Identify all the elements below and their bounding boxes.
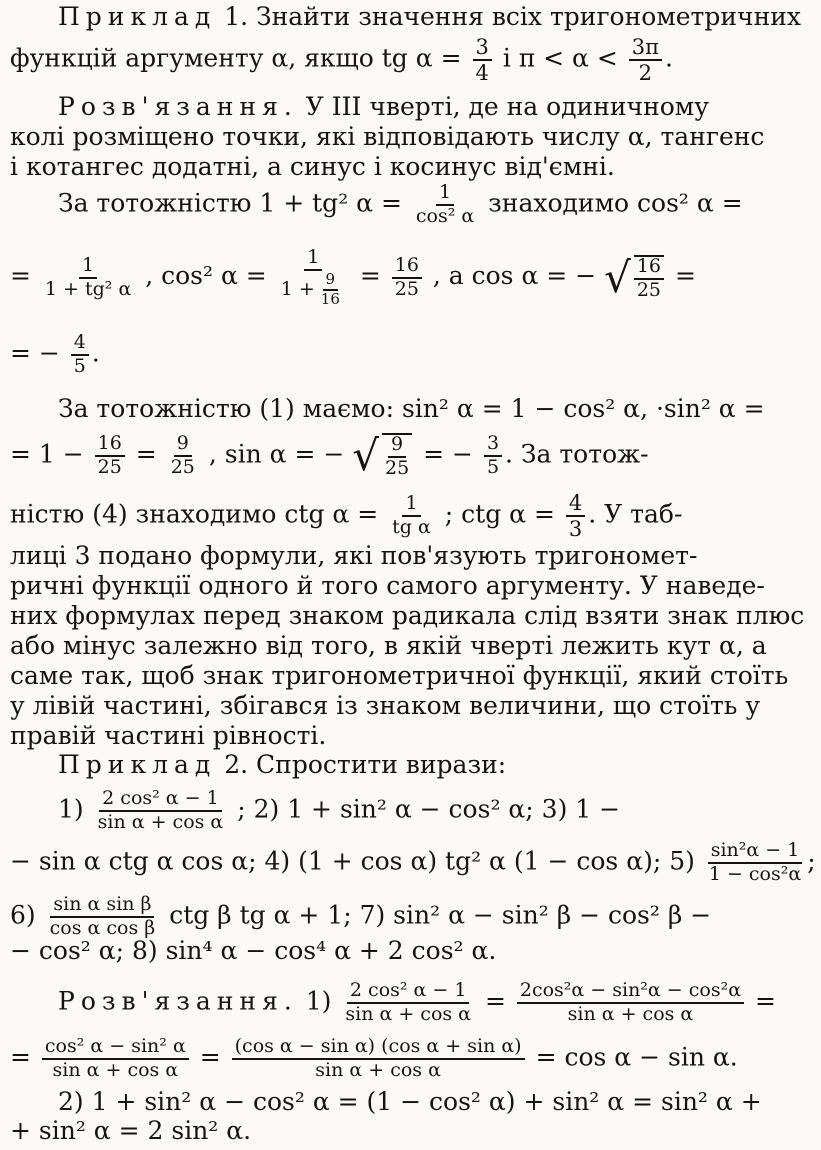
equals-sign: = [135, 439, 157, 469]
paragraph-line: ричні функції одного й того самого аргументу. У наведе- [10, 571, 765, 600]
paragraph-line: у лівій частині, збігався із знаком величини, що стоїть у [10, 691, 761, 720]
example-2-text: 2. Спростити вирази: [216, 750, 507, 779]
item-number: 1) [58, 794, 84, 824]
fraction-3-5: $\frac{3}{5}$ [484, 434, 502, 478]
cos-label: , a cos α = − [432, 261, 597, 291]
fraction-16-25-root: $\frac{16}{25}$ [634, 255, 664, 301]
sin-label: , sin α = − [208, 439, 345, 469]
example-2-line-1 [58, 752, 506, 777]
fraction-16-25: $\frac{16}{25}$ [95, 434, 125, 478]
example-1-line-2 [10, 36, 673, 84]
solution-2-line-3: 2) 1 + sin² α − cos² α = (1 − cos² α) + sin² α = sin² α + [58, 1087, 762, 1116]
find-cos-text: знаходимо cos² α = [488, 188, 743, 218]
equals-sign: = [754, 986, 776, 1016]
complex-fraction: 1 1 + $\frac{9}{16}$ [278, 248, 349, 307]
example-1-heading: Приклад [58, 2, 217, 31]
identity-text: За тотожністю 1 + tg² α = [58, 188, 402, 218]
fraction-sol-1: $\frac{\text{2 cos² α − 1}}{\text{sin α + cos α}}$ [345, 979, 472, 1025]
fraction-item-1: $\frac{\text{2 cos² α − 1}}{\text{sin α + cos α}}$ [97, 787, 224, 833]
example-1-range: і π < α < [502, 43, 618, 73]
cos-value-line [10, 248, 696, 307]
fraction-9-25-root: $\frac{9}{25}$ [382, 433, 412, 479]
items-text: ; 2) 1 + sin² α − cos² α; 3) 1 − [237, 794, 621, 824]
fraction-9-25: $\frac{9}{25}$ [170, 432, 195, 478]
solution-2-line-4: + sin² α = 2 sin² α. [10, 1116, 252, 1145]
period: . [664, 43, 673, 73]
semicolon: ; [807, 846, 816, 876]
example-2-items-line-4: − cos² α; 8) sin⁴ α − cos⁴ α + 2 cos² α. [10, 936, 497, 965]
square-root [604, 252, 667, 302]
equals-sign: = [10, 1042, 31, 1072]
fraction-4-3: $\frac{4}{3}$ [566, 492, 585, 540]
example-1-condition: функцій аргументу α, якщо tg α = [10, 43, 462, 73]
solution-1-text: У ІІІ чверті, де на одиничному [297, 92, 709, 121]
example-1-text: 1. Знайти значення всіх тригонометричних [216, 2, 802, 31]
fraction-3-4: $\frac{3}{4}$ [473, 36, 492, 84]
fraction-3pi-2: $\frac{3\pi}{2}$ [629, 36, 662, 84]
items-text: ctg β tg α + 1; 7) sin² α − sin² β − cos² β − [169, 900, 712, 930]
item-number: 6) [10, 900, 36, 930]
fraction-item-5: $\frac{\text{sin²α − 1}}{\text{1 − cos²α}}$ [708, 839, 802, 885]
radical-sign-icon: √ [352, 430, 379, 480]
fraction-4-5: $\frac{4}{5}$ [71, 333, 89, 377]
solution-1-line-1 [58, 94, 709, 119]
equals-sign: = [199, 1042, 221, 1072]
fraction-sol-3: $\frac{\text{cos² α − sin² α}}{\text{sin α + cos α}}$ [42, 1037, 189, 1081]
items-text: − sin α ctg α cos α; 4) (1 + cos α) tg² α (1 − cos α); 5) [10, 846, 695, 876]
paragraph-line: правій частині рівності. [10, 721, 327, 750]
result-text: = cos α − sin α. [535, 1042, 738, 1072]
sin-value-line [10, 430, 649, 480]
continuation-text: . У таб- [588, 499, 683, 529]
equals-sign: = [10, 261, 31, 291]
radical-sign-icon: √ [604, 252, 631, 302]
fraction-sol-2: $\frac{\text{2cos²α − sin²α − cos²α}}{\text{sin α + cos α}}$ [517, 981, 744, 1025]
sin-identity-line: За тотожністю (1) маємо: sin² α = 1 − cos² α, ·sin² α = [58, 394, 765, 423]
equals-sign: = [484, 986, 506, 1016]
complex-denominator: 1 + $\frac{9}{16}$ [278, 271, 349, 308]
one-minus: = 1 − [10, 439, 84, 469]
ctg-line [10, 492, 682, 540]
solution-2-line-2 [10, 1037, 738, 1081]
solution-2-heading: Розв'язання. [58, 986, 298, 1016]
equals-minus: = − [423, 439, 473, 469]
paragraph-line: лиці 3 подано формули, які пов'язують тригономет- [10, 541, 698, 570]
equals-sign: = [359, 261, 381, 291]
paragraph-line: саме так, щоб знак тригонометричної функції, який стоїть [10, 661, 789, 690]
fraction-16-25: $\frac{16}{25}$ [392, 256, 422, 300]
solution-1-heading: Розв'язання. [58, 92, 298, 121]
equals-minus: = − [10, 338, 60, 368]
cos-identity-line [58, 183, 743, 227]
example-2-items-line-3 [10, 895, 711, 939]
paragraph-line: них формулах перед знаком радикала слід взяти знак плюс [10, 601, 805, 630]
solution-2-line-1 [58, 981, 776, 1025]
square-root [352, 430, 415, 480]
solution-1-line-3: і котангес додатні, а синус і косинус від'ємні. [10, 152, 615, 181]
fraction-9-16: $\frac{9}{16}$ [320, 269, 340, 308]
equals-sign: = [674, 261, 696, 291]
fraction-1-over-cos2: $\frac{1}{\text{cos² α}}$ [415, 181, 475, 227]
example-2-items-line-1 [58, 789, 620, 833]
period: . [91, 338, 100, 368]
ctg-identity-text: ністю (4) знаходимо ctg α = [10, 499, 379, 529]
item-number: 1) [297, 986, 332, 1016]
cos2-label: , cos² α = [145, 261, 267, 291]
cos-result-line [10, 333, 100, 377]
paragraph-line: або мінус залежно від того, в якій чверті лежить кут α, а [10, 631, 767, 660]
fraction-sol-4: $\frac{\text{(cos α − sin α) (cos α + sin α)}}{\text{sin α + cos α}}$ [232, 1037, 525, 1081]
fraction-item-6: $\frac{\text{sin α sin β}}{\text{cos α cos β}}$ [49, 893, 156, 939]
fraction-1-over-tg: $\frac{1}{\text{tg α}}$ [392, 492, 431, 539]
example-2-items-line-2 [10, 841, 816, 885]
continuation-text: . За тотож- [505, 439, 649, 469]
solution-1-line-2: колі розміщено точки, які відповідають числу α, тангенс [10, 122, 765, 151]
ctg-label: ; ctg α = [444, 499, 555, 529]
example-2-heading: Приклад [58, 750, 217, 779]
example-1-line-1 [58, 4, 801, 29]
fraction-1-over-1-plus-tg2: $\frac{1}{\text{1 + tg² α}}$ [44, 253, 132, 300]
